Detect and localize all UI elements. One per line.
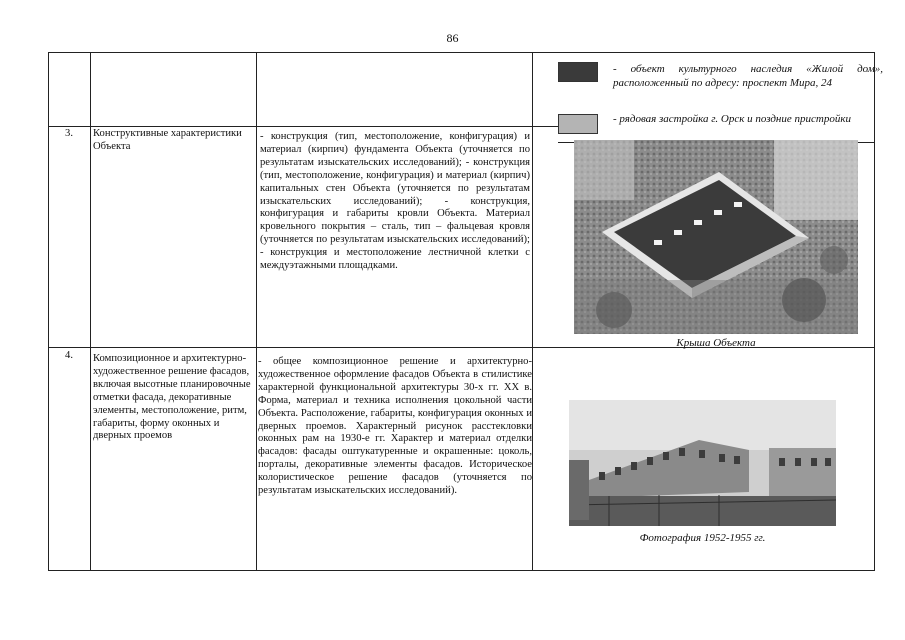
characteristics-table: [48, 52, 883, 571]
roof-aerial-photo: [574, 140, 858, 334]
ordinary-swatch: [558, 114, 598, 134]
column-divider: [532, 52, 533, 571]
legend-text: - рядовая застройка г. Орск и поздние пристройки: [613, 113, 851, 125]
image-caption: Фотография 1952-1955 гг.: [639, 532, 766, 544]
row-description: - общее композиционное решение и архитектурно-художественное оформление фасадов Объекта в стилистике характерной функциональной архитектуры 30-х гг. XX в. Форма, материал и техника исполнения цокольной части Объекта. Расположение, габариты, конфигурация оконных и дверных проемов. Характерный рисунок расстекловки оконных рам на 1930-е гг. Характер и материал отделки фасадов: фасады оштукатуренные и окрашенные: цоколь, порталы, декоративные элементы фасадов. Историческое колористическое решение фасадов (уточняется по результатам изыскательских исследований).: [258, 356, 532, 497]
table-bottom-border: [48, 570, 875, 571]
table-top-border: [48, 52, 875, 53]
row-number: 3.: [65, 128, 73, 139]
facade-historic-photo: [569, 400, 836, 526]
row-title: Композиционное и архитектурно-художественное решение фасадов, включая высотные планировочные отметки фасада, декоративные элементы, местоположение, ритм, габариты, форму оконных и дверных проемов: [93, 353, 251, 442]
legend-text: - объект культурного наследия «Жилой дом», расположенный по адресу: проспект Мира, 24: [613, 63, 883, 89]
heritage-swatch: [558, 62, 598, 82]
row-divider: [48, 126, 558, 127]
row-number: 4.: [65, 350, 73, 361]
row-description: - конструкция (тип, местоположение, конфигурация) и материал (кирпич) фундамента Объекта (уточняется по результатам изыскательских исследований); - конструкция (тип, местоположение, конфигурация) и материал (кирпич) капитальных стен Объекта (уточняется по результатам изыскательских исследований); - конструкция, конфигурация и габариты кровли Объекта. Материал кровельного покрытия – сталь, тип – фальцевая кровля (уточняется по результатам изыскательских исследований); - конструкция и местоположение лестничной клетки с междуэтажными площадками.: [260, 131, 530, 272]
column-divider: [90, 52, 91, 571]
row-title: Конструктивные характеристики Объекта: [93, 128, 242, 152]
image-caption: Крыша Объекта: [676, 337, 756, 349]
table-right-border: [874, 52, 875, 571]
column-divider: [256, 52, 257, 571]
page-number: 86: [446, 31, 459, 45]
